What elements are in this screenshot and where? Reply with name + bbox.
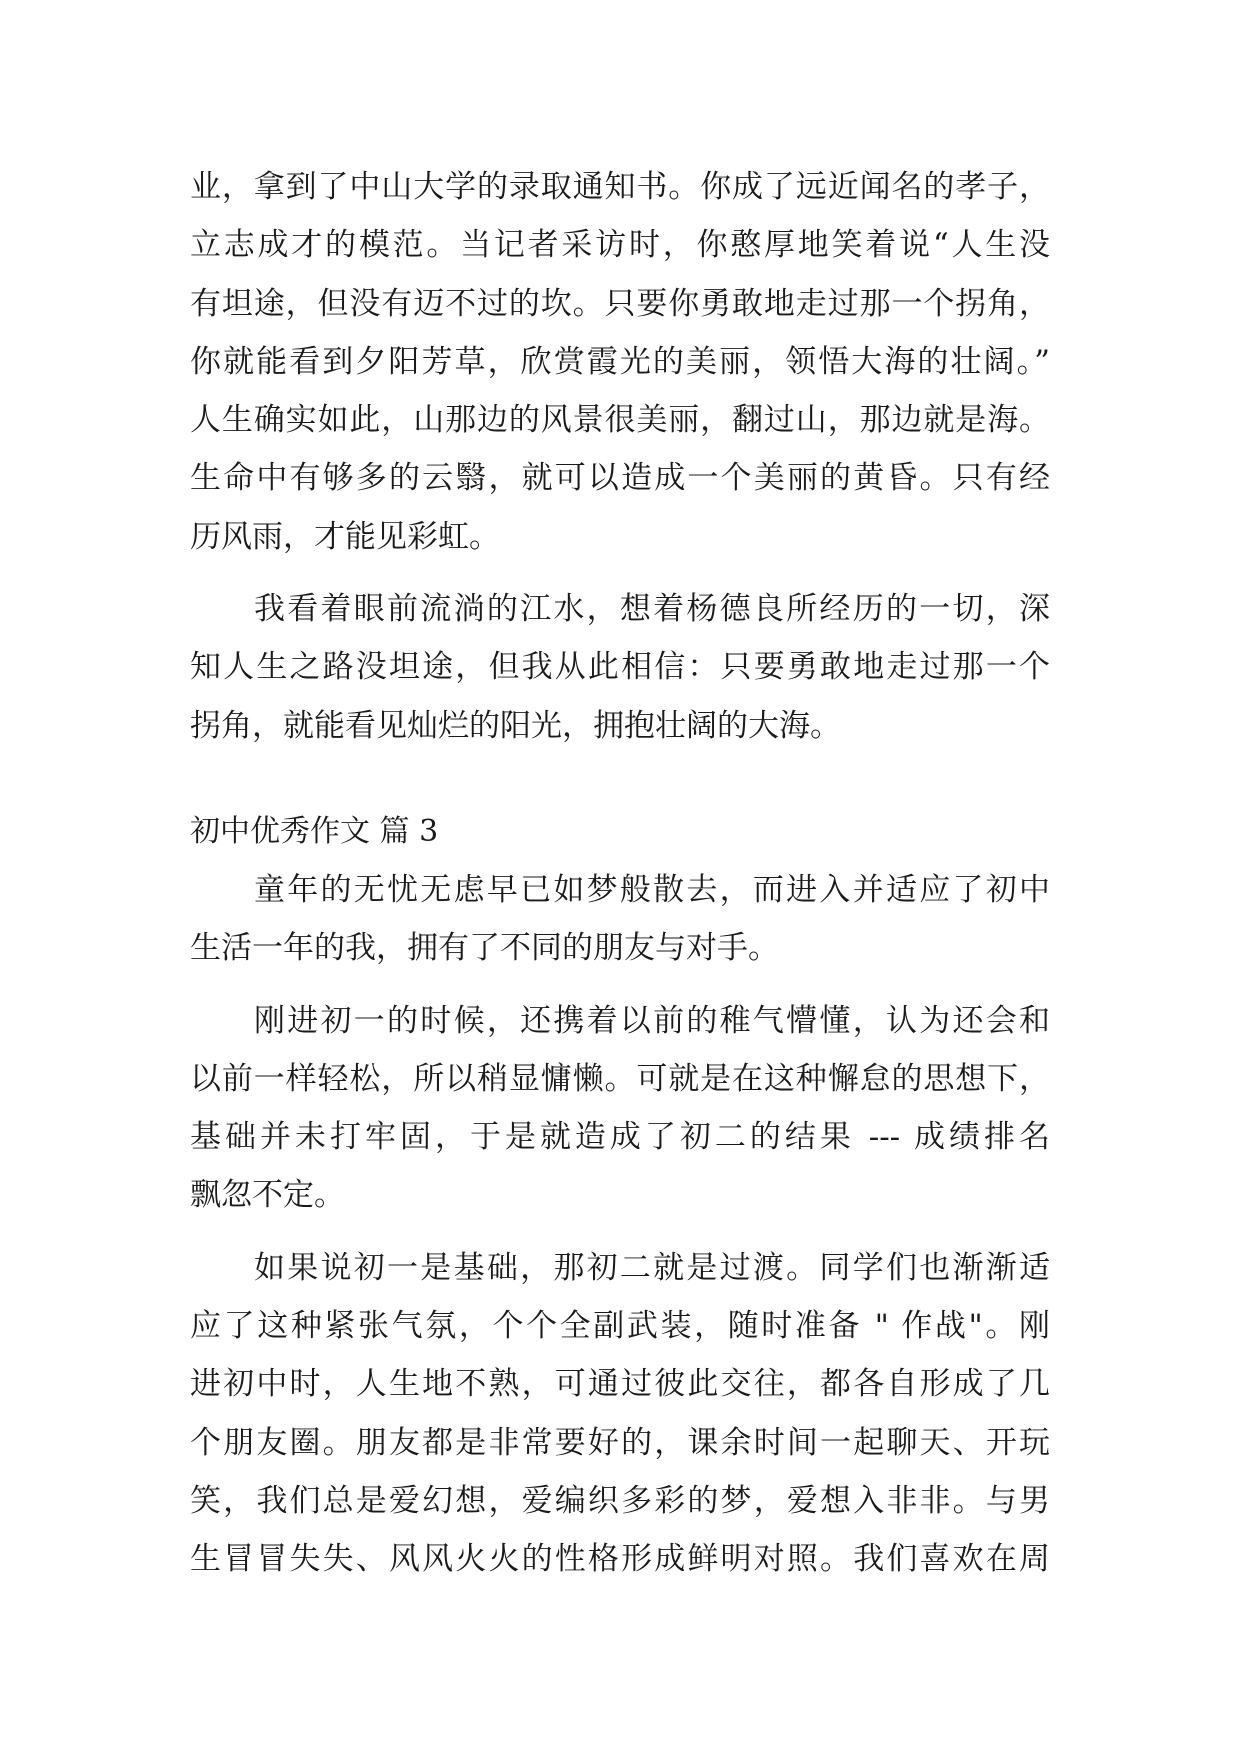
paragraph-gap: [190, 566, 1050, 580]
paragraph: [190, 158, 1050, 566]
paragraph-gap: [190, 978, 1050, 992]
text-line: 你就能看到夕阳芳草，欣赏霞光的美丽，领悟大海的壮阔。”: [190, 343, 1050, 380]
paragraph: [190, 992, 1050, 1225]
text-line: 笑，我们总是爱幻想，爱编织多彩的梦，爱想入非非。与男: [190, 1482, 1050, 1519]
text-line: 我看着眼前流淌的江水，想着杨德良所经历的一切，深: [254, 591, 1050, 628]
text-line: 有坦途，但没有迈不过的坎。只要你勇敢地走过那一个拐角，: [190, 285, 1050, 322]
text-line: 飘忽不定。: [190, 1177, 345, 1214]
text-line: 如果说初一是基础，那初二就是过渡。同学们也渐渐适: [254, 1249, 1050, 1286]
paragraph: [190, 1239, 1050, 1589]
paragraph-gap: [190, 1225, 1050, 1239]
section-gap: [190, 755, 1050, 803]
text-line: 业，拿到了中山大学的录取通知书。你成了远近闻名的孝子，: [190, 169, 1050, 205]
text-line: 个朋友圈。朋友都是非常要好的，课余时间一起聊天、开玩: [190, 1424, 1050, 1461]
text-line: 生冒冒失失、风风火火的性格形成鲜明对照。我们喜欢在周: [190, 1541, 1050, 1578]
text-line: 童年的无忧无虑早已如梦般散去，而进入并适应了初中: [254, 871, 1050, 908]
text-line: 知人生之路没坦途，但我从此相信：只要勇敢地走过那一个: [190, 649, 1050, 686]
text-line: 生活一年的我，拥有了不同的朋友与对手。: [190, 930, 779, 967]
section-heading: 初中优秀作文 篇 3: [190, 813, 439, 849]
text-line: 立志成才的模范。当记者采访时，你憨厚地笑着说“人生没: [190, 227, 1050, 264]
text-line: 基础并未打牢固，于是就造成了初二的结果 --- 成绩排名: [190, 1119, 1050, 1156]
text-line: 以前一样轻松，所以稍显慵懒。可就是在这种懈怠的思想下，: [190, 1060, 1050, 1097]
text-line: 刚进初一的时候，还携着以前的稚气懵懂，认为还会和: [254, 1002, 1050, 1039]
text-line: 历风雨，才能见彩虹。: [190, 518, 500, 555]
paragraph: [190, 580, 1050, 755]
text-line: 拐角，就能看见灿烂的阳光，拥抱壮阔的大海。: [190, 707, 841, 744]
text-line: 应了这种紧张气氛，个个全副武装，随时准备 " 作战"。刚: [190, 1308, 1050, 1345]
paragraph: [190, 861, 1050, 978]
document-body: [190, 158, 1050, 1589]
text-line: 人生确实如此，山那边的风景很美丽，翻过山，那边就是海。: [190, 402, 1050, 439]
text-line: 生命中有够多的云翳，就可以造成一个美丽的黄昏。只有经: [190, 460, 1050, 497]
text-line: 进初中时，人生地不熟，可通过彼此交往，都各自形成了几: [190, 1366, 1050, 1403]
